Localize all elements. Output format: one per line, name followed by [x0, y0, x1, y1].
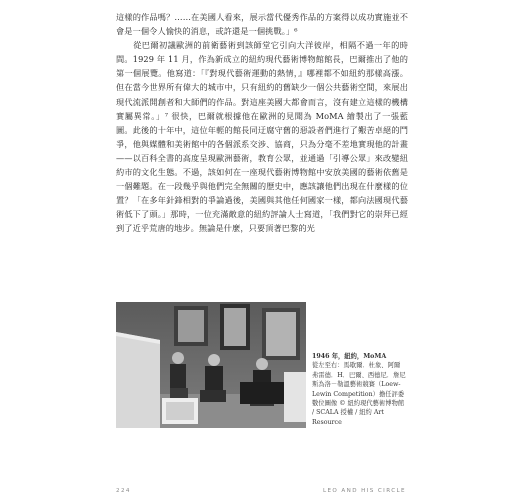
- paragraph: 從巴爾初議歐洲的前衛藝術到該師堂它引向大洋彼岸，相隔不過一年的時間。1929 年 11 月，作為新成立的紐約現代藝術博物館館長，巴爾推出了他的第一個展覽。他寫道：「『對現代藝術運動的熱情，』哪裡都不如紐約那樣高漲。但在當今世界所有偉大的城市中，只有紐約的舊缺少一個公共藝術空間，來展出現代流派開創者和大師們的作品。對這座美國大都會而言，沒有建立這樣的機構實屬異常。」⁷ 很快，巴爾就根據他在歐洲的見聞為 MoMA 繪製出了一張藍圖。此後的十年中，這位年輕的館長同迂腐守舊的惡設者們進行了艱苦卓絕的鬥爭，他與媒體和美術館中的各個派系交涉、協商，只為分毫不差地實現他的計畫——以百科全書的高度呈現歐洲藝術，教育公眾，並通過「引導公眾」來改變紐約市的文化生態。不過，該如何在一座現代藝術博物館中安放美國的藝術依舊是一個難題。在一段幾乎與他們完全無關的歷史中，應該讓他們出現在什麼樣的位置？「在多年針鋒相對的爭論過後，美國與其他任何國家一樣，都向法國現代藝術低下了頭。」那時，一位充滿敵意的紐約評論人士寫道，「我們對它的崇拜已經到了近乎荒唐的地步。無論是什麼，只要頂著巴黎的光: [116, 40, 408, 234]
- photo-caption: [312, 352, 406, 427]
- running-title: LEO AND HIS CIRCLE: [322, 488, 406, 494]
- caption-text: 從左至右：馬歇爾．杜象、阿爾弗雷德．H．巴爾、西德尼．詹尼斯為洛－勒溫藝術競賽（Loew-Lewin Competition）擔任評委 數位圖像 © 紐約現代藝術博物館 / SCALA 授權 / 紐約 Art Resource: [312, 362, 406, 426]
- body-text: [116, 10, 408, 236]
- page-number: 224: [116, 488, 131, 494]
- paragraph: 這樣的作品嗎？……在美國人看來，展示當代優秀作品的方案得以成功實施並不會是一個令人愉快的消息，或許還是一個挑戰。」⁶: [116, 12, 408, 37]
- caption-title: 1946 年，紐約，MoMA: [312, 353, 387, 360]
- photo-illustration: [116, 302, 306, 428]
- historical-photo: [116, 302, 306, 428]
